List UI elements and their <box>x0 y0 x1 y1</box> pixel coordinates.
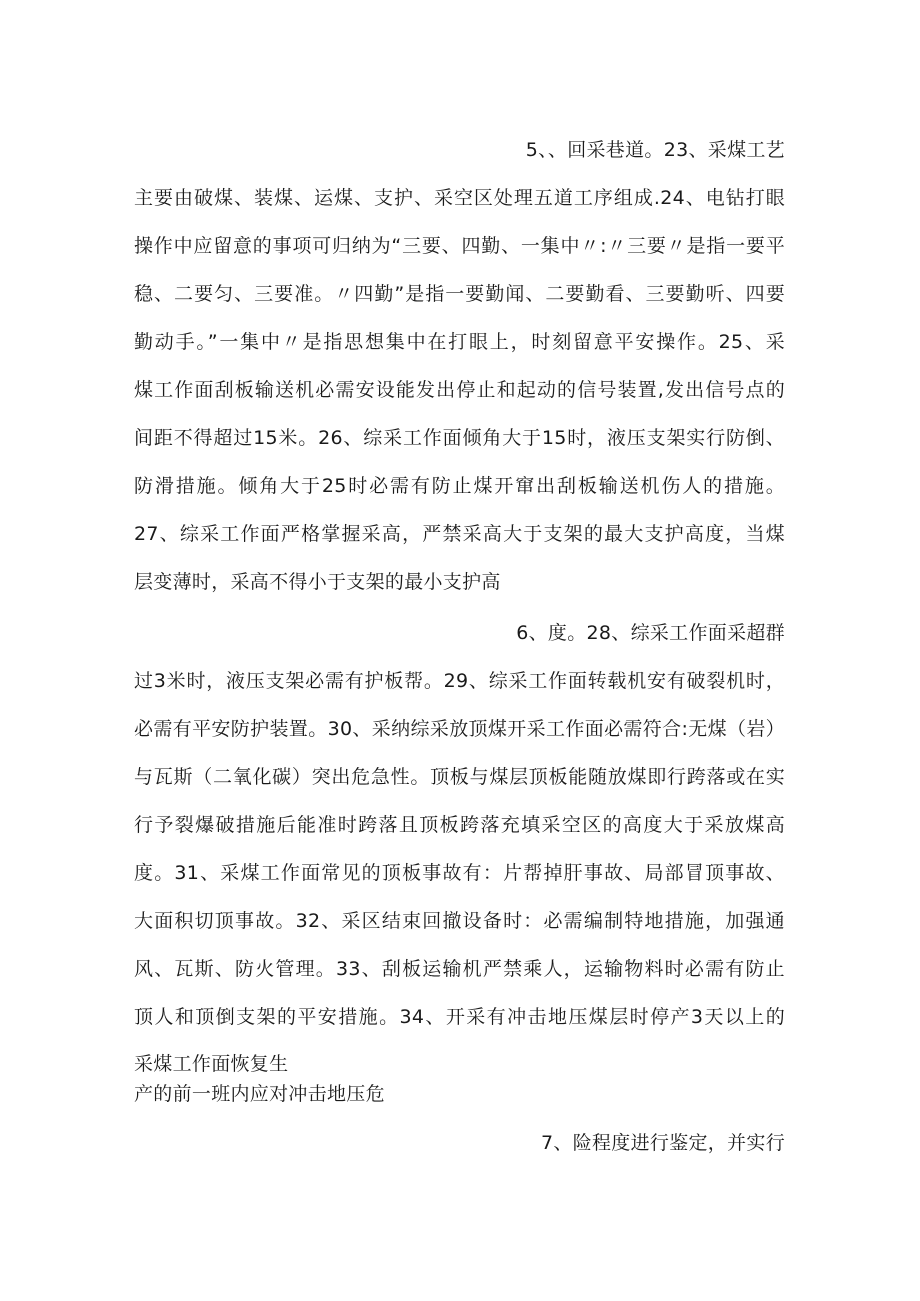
text-line-12: 过3米时，液压支架必需有护板帮。29、综采工作面转载机安有破裂机时， <box>134 670 785 692</box>
text-line-16: 度。31、采煤工作面常见的顶板事故有：片帮掉肝事故、局部冒顶事故、 <box>134 862 785 884</box>
text-line-21: 产的前一班内应对冲击地压危 <box>134 1083 385 1105</box>
text-line-17: 大面积切顶事故。32、采区结束回撤设备时：必需编制特地措施，加强通 <box>134 910 785 932</box>
text-line-13: 必需有平安防护装置。30、采纳综采放顶煤开采工作面必需符合:无煤（岩） <box>134 718 785 740</box>
text-line-15: 行予裂爆破措施后能准时跨落且顶板跨落充填采空区的高度大于采放煤高 <box>134 814 785 836</box>
text-line-8: 防滑措施。倾角大于25时必需有防止煤开窜出刮板输送机伤人的措施。 <box>134 475 785 497</box>
text-line-14: 与瓦斯（二氧化碳）突出危急性。顶板与煤层顶板能随放煤即行跨落或在实 <box>134 766 785 788</box>
text-line-5: 勤动手。”一集中〃是指思想集中在打眼上，时刻留意平安操作。25、采 <box>134 331 785 353</box>
text-line-11: 6、度。28、综采工作面采超群 <box>516 622 785 644</box>
text-line-1: 5、、回采巷道。23、采煤工艺 <box>525 139 785 161</box>
text-line-2: 主要由破煤、装煤、运煤、支护、采空区处理五道工序组成.24、电钻打眼 <box>134 187 785 209</box>
text-line-18: 风、瓦斯、防火管理。33、刮板运输机严禁乘人，运输物料时必需有防止 <box>134 958 785 980</box>
text-line-19: 顶人和顶倒支架的平安措施。34、开采有冲击地压煤层时停产3天以上的 <box>134 1006 785 1028</box>
text-line-3: 操作中应留意的事项可归纳为“三要、四勤、一集中〃:〃三要〃是指一要平 <box>134 235 785 257</box>
text-line-20: 采煤工作面恢复生 <box>134 1053 289 1075</box>
text-line-7: 间距不得超过15米。26、综采工作面倾角大于15时，液压支架实行防倒、 <box>134 427 785 449</box>
text-line-22: 7、险程度进行鉴定，并实行 <box>541 1132 785 1154</box>
text-line-9: 27、综采工作面严格掌握采高，严禁采高大于支架的最大支护高度，当煤 <box>134 523 785 545</box>
text-line-4: 稳、二要匀、三要准。〃四勤”是指一要勤闻、二要勤看、三要勤听、四要 <box>134 283 785 305</box>
text-line-10: 层变薄时，采高不得小于支架的最小支护高 <box>134 571 501 593</box>
text-line-6: 煤工作面刮板输送机必需安设能发出停止和起动的信号装置,发出信号点的 <box>134 379 785 401</box>
